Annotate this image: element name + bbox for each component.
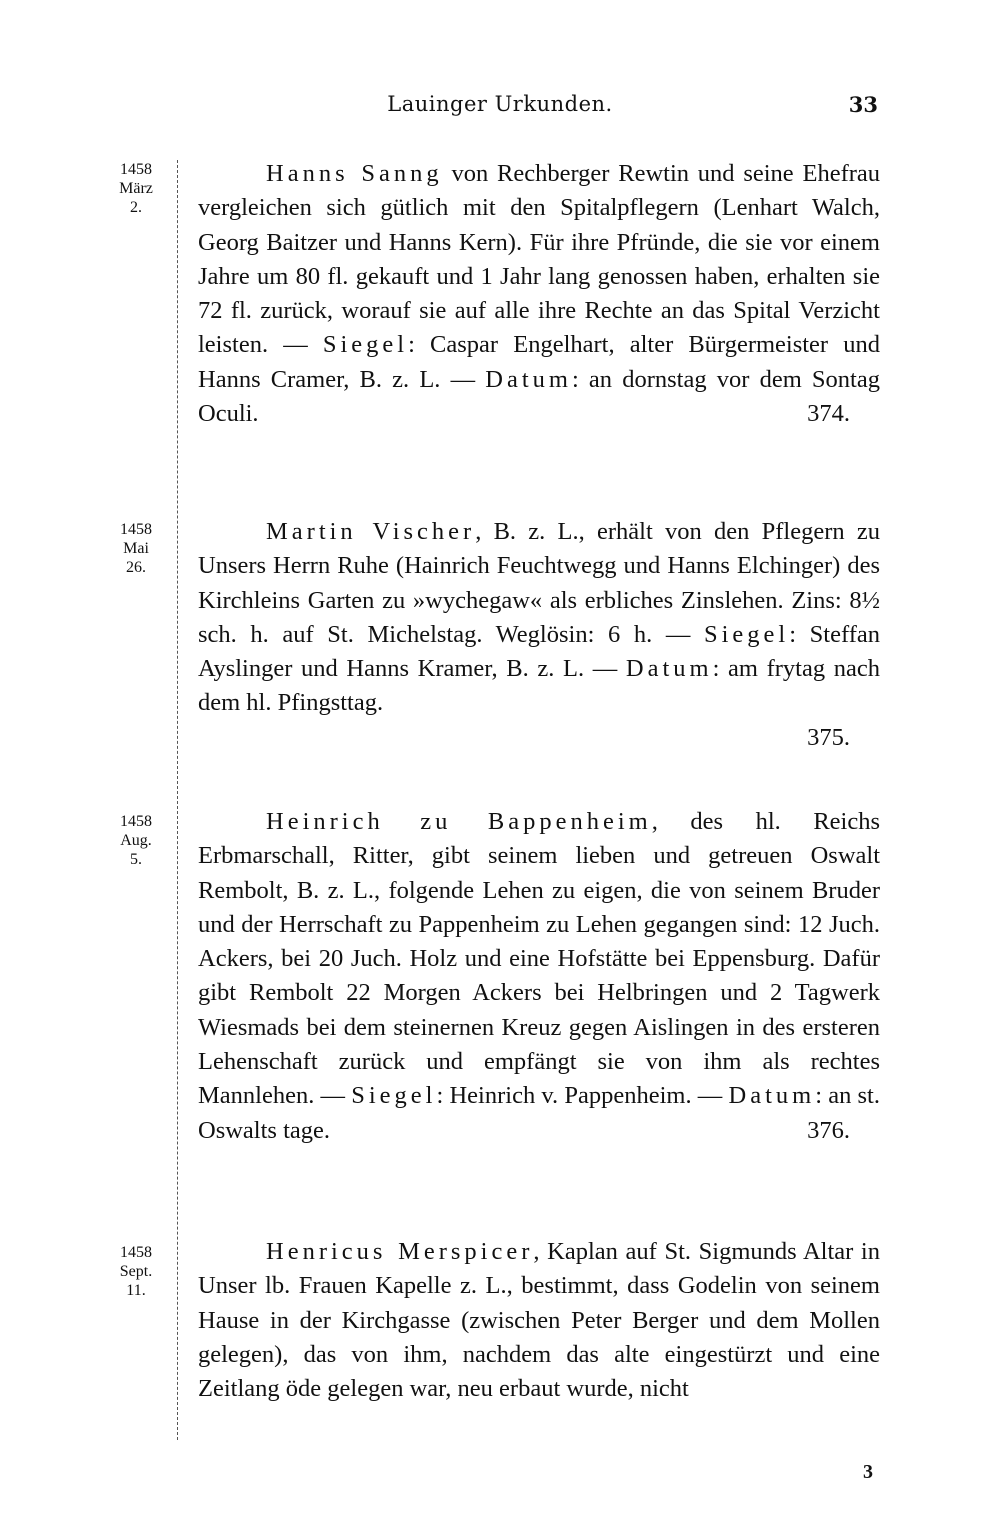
date-month: Aug. — [120, 832, 152, 849]
entry-number: 376. — [807, 1116, 850, 1144]
entry-text: Heinrich zu Bappenheim, des hl. Reichs Erbmarschall, Ritter, gibt seinem lieben und getreuen Oswalt Rembolt, B. z. L., folgende Lehen zu eigen, die von seinem Bruder und der Herrschaft zu Pappenheim zu Lehen gegangen sind: 12 Juch. Ackers, bei 20 Juch. Holz und eine Hofstätte bei Eppensburg. Dafür gibt Rembolt 22 Morgen Ackers bei Helbringen und 2 Tagwerk Wiesmads bei dem steinernen Kreuz gegen Aislingen in des ersteren Lehenschaft zurück und empfängt sie von ihm als rechtes Mannlehen. — Siegel: Heinrich v. Pappenheim. — Datum: an st. Oswalts tage. 376. — [198, 805, 880, 1148]
date-day: 11. — [126, 1282, 146, 1299]
entry-number: 375. — [807, 723, 850, 751]
datum-label: Datum — [625, 655, 713, 683]
date-year: 1458 — [120, 521, 152, 538]
entry-number: 374. — [807, 400, 850, 428]
entry-text: Martin Vischer, B. z. L., erhält von den Pflegern zu Unsers Herrn Ruhe (Hainrich Feuchtwegg und Hanns Elchinger) des Kirchleins Garten zu »wychegaw« als erbliches Zinslehen. Zins: 8½ sch. h. auf St. Michelstag. Weglösin: 6 h. — Siegel: Steffan Ayslinger und Hanns Kramer, B. z. L. — Datum: am frytag nach dem hl. Pfingsttag. — [198, 518, 881, 717]
entry-374 — [198, 157, 880, 431]
date-month: März — [119, 180, 153, 197]
entry-375 — [198, 515, 880, 755]
date-year: 1458 — [120, 813, 152, 830]
entry-date-374 — [104, 160, 168, 217]
entry-name: Hanns Sanng — [266, 160, 443, 187]
entry-name: Heinrich zu Bappenheim — [266, 808, 652, 835]
siegel-label: Siegel — [322, 331, 409, 359]
entry-name: Henricus Merspicer — [266, 1238, 534, 1265]
date-year: 1458 — [120, 1244, 152, 1261]
date-month: Sept. — [119, 1263, 153, 1280]
entry-text: Henricus Merspicer, Kaplan auf St. Sigmunds Altar in Unser lb. Frauen Kapelle z. L., bestimmt, dass Godelin von seinem Hause in der Kirchgasse (zwischen Peter Berger und dem Mollen gelegen), das von ihm, nachdem das alte eingestürzt und eine Zeitlang öde gelegen war, neu erbaut wurde, nicht — [198, 1238, 880, 1403]
entry-date-376 — [104, 812, 168, 869]
signature-mark: 3 — [863, 1461, 873, 1483]
date-day: 5. — [130, 851, 142, 868]
margin-rule — [177, 160, 179, 1440]
running-header-title: Lauinger Urkunden. — [387, 92, 613, 116]
entry-date-375 — [104, 520, 168, 577]
datum-label: Datum — [485, 365, 572, 393]
date-day: 26. — [126, 559, 146, 576]
entry-text: Hanns Sanng von Rechberger Rewtin und seine Ehefrau vergleichen sich gütlich mit den Spitalpflegern (Lenhart Walch, Georg Baitzer und Hanns Kern). Für ihre Pfründe, die sie vor einem Jahre um 80 fl. gekauft und 1 Jahr lang genossen haben, erhalten sie 72 fl. zurück, worauf sie auf alle ihre Rechte an das Spital Verzicht leisten. — Siegel: Caspar Engelhart, alter Bürgermeister und Hanns Cramer, B. z. L. — Datum: an dornstag vor dem Sontag Oculi. 374. — [198, 157, 880, 431]
entry-name: Martin Vischer — [266, 518, 476, 545]
siegel-label: Siegel — [704, 620, 790, 648]
page-number: 33 — [848, 92, 878, 117]
date-year: 1458 — [120, 161, 152, 178]
datum-label: Datum — [728, 1082, 816, 1110]
entry-date-377 — [104, 1243, 168, 1300]
siegel-label: Siegel — [351, 1082, 437, 1110]
date-day: 2. — [130, 199, 142, 216]
entry-377 — [198, 1235, 880, 1406]
entry-376 — [198, 805, 880, 1148]
date-month: Mai — [123, 540, 149, 557]
